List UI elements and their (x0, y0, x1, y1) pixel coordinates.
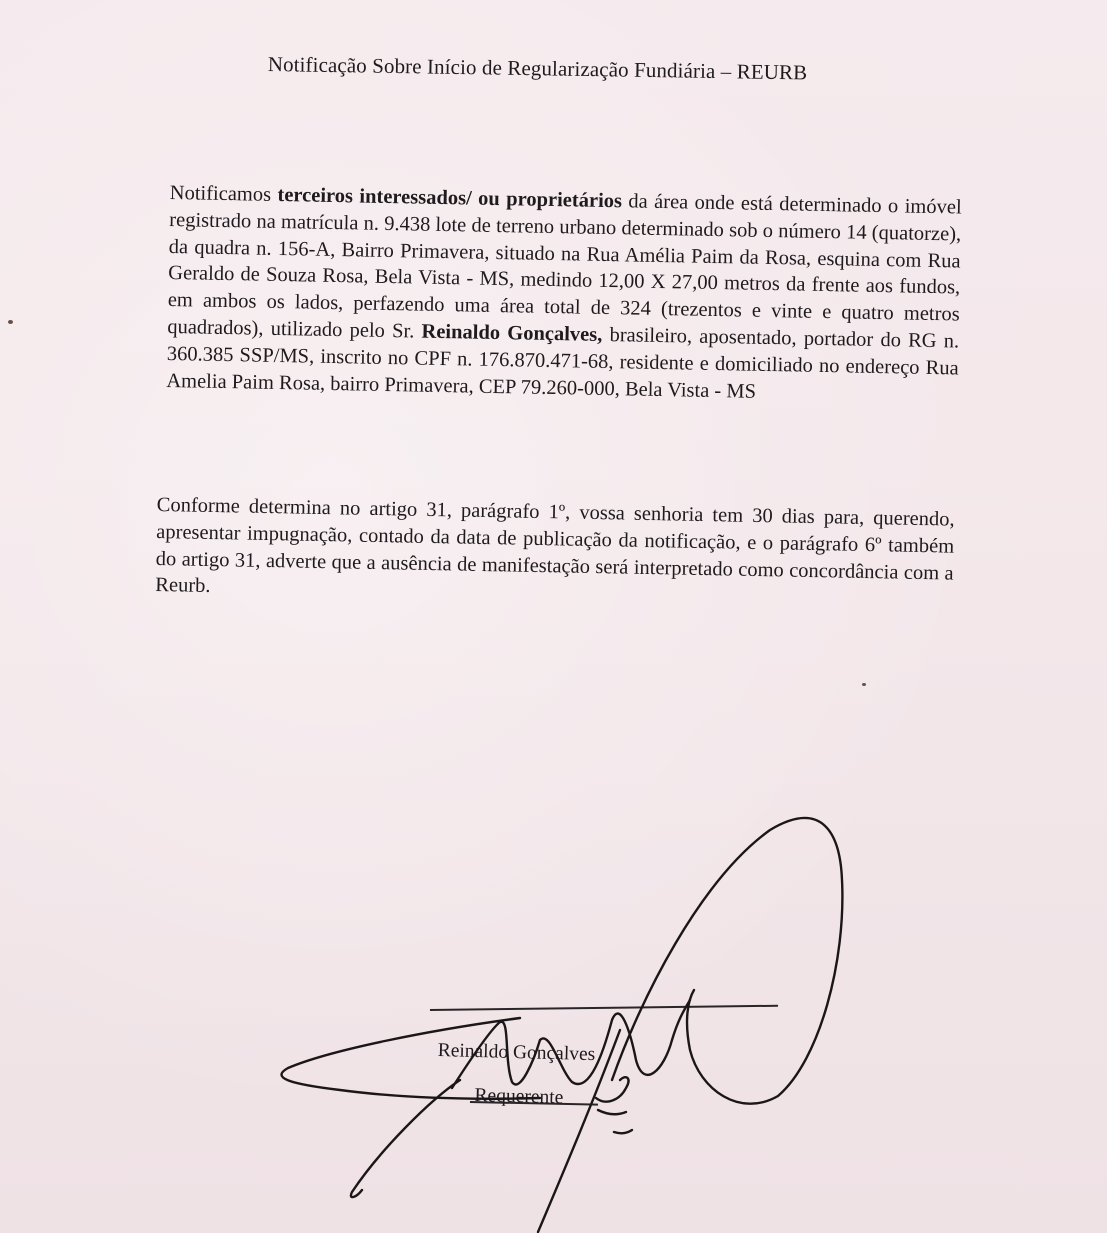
bold-owner-name: Reinaldo Gonçalves, (421, 320, 603, 346)
signature-stroke-flourish (598, 1110, 626, 1114)
signature-stroke-dash (614, 1130, 632, 1133)
paper-speck (862, 683, 866, 686)
bold-interested-parties: terceiros interessados/ ou proprietários (277, 183, 623, 213)
signer-role: Requerente (474, 1084, 564, 1109)
paragraph-text-start: Notificamos (169, 181, 278, 206)
document-title: Notificação Sobre Início de Regularização Fundiária – REURB (267, 52, 808, 85)
paragraph-text-middle: da área onde está determinado o imóvel registrado na matrícula n. 9.438 lote de terreno urbano determinado sob o número 14 (quatorze), da quadra n. 156-A, Bairro Primavera, situado na Rua Amélia Paim da Rosa, esquina com Rua Geraldo de Souza Rosa, Bela Vista - MS, medindo 12,00 X 27,00 metros da frente aos fundos, em ambos os lados, perfazendo uma área total de 324 (trezentos e vinte e quatro metros quadrados), utilizado pelo Sr. (167, 190, 962, 343)
paragraph-text-end: brasileiro, aposentado, portador do RG n. 360.385 SSP/MS, inscrito no CPF n. 176.870.471-68, residente e domiciliado no endereço Rua Amelia Paim Rosa, bairro Primavera, CEP 79.260-000, Bela Vista - MS (166, 323, 960, 403)
signature-stroke-tail (351, 1080, 460, 1197)
paper-speck (8, 320, 13, 324)
signature-line (430, 1005, 778, 1011)
signature-stroke-main-loop (612, 818, 842, 1104)
signature-block (437, 1040, 698, 1109)
legal-notice-paragraph: Conforme determina no artigo 31, parágrafo 1º, vossa senhoria tem 30 dias para, querendo, apresentar impugnação, contado da data de publicação da notificação, e o parágrafo 6º também do artigo 31, adverte que a ausência de manifestação será interpretado como concordância com a Reurb. (155, 493, 955, 598)
signature-stroke-hook (596, 1077, 628, 1101)
signer-name: Reinaldo Gonçalves (437, 1040, 596, 1066)
notification-paragraph (166, 180, 962, 409)
